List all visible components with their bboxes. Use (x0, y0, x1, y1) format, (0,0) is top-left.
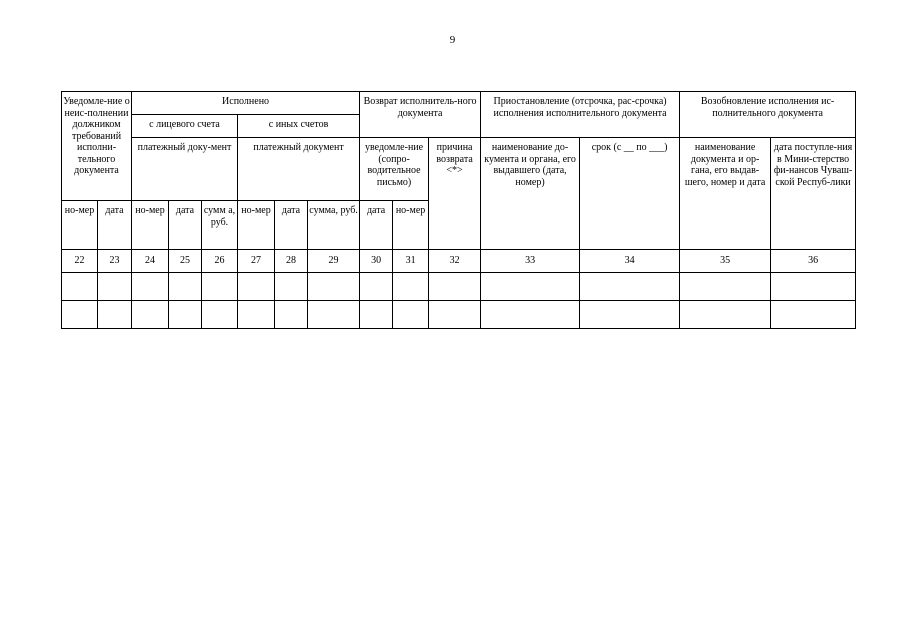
column-number: 34 (580, 250, 680, 273)
blank-cell (202, 301, 238, 329)
subheader-return-date: дата (360, 201, 393, 250)
blank-cell (771, 273, 856, 301)
column-number-row (62, 250, 856, 273)
header-resumption-document: наименование документа и ор-гана, его выдав-шего, номер и дата (680, 138, 771, 250)
blank-cell (62, 301, 98, 329)
subheader-other-number: но-мер (238, 201, 275, 250)
blank-cell (481, 301, 580, 329)
header-resumption: Возобновление исполнения ис-полнительного документа (680, 92, 856, 138)
column-number: 36 (771, 250, 856, 273)
column-number: 28 (275, 250, 308, 273)
subheader-return-number: но-мер (393, 201, 429, 250)
report-form-table (61, 91, 856, 329)
blank-cell (360, 301, 393, 329)
blank-cell (132, 301, 169, 329)
blank-cell (202, 273, 238, 301)
blank-cell (393, 273, 429, 301)
column-number: 29 (308, 250, 360, 273)
blank-cell (393, 301, 429, 329)
blank-cell (771, 301, 856, 329)
blank-data-row (62, 273, 856, 301)
header-suspension-term: срок (с __ по ___) (580, 138, 680, 250)
blank-cell (308, 301, 360, 329)
subheader-other-date: дата (275, 201, 308, 250)
header-suspension: Приостановление (отсрочка, рас-срочка) исполнения исполнительного документа (481, 92, 680, 138)
blank-data-row (62, 301, 856, 329)
column-number: 24 (132, 250, 169, 273)
blank-cell (481, 273, 580, 301)
page-number: 9 (449, 34, 456, 46)
blank-cell (275, 301, 308, 329)
header-return: Возврат исполнитель-ного документа (360, 92, 481, 138)
blank-cell (429, 273, 481, 301)
blank-cell (308, 273, 360, 301)
column-number: 32 (429, 250, 481, 273)
blank-cell (580, 301, 680, 329)
column-number: 27 (238, 250, 275, 273)
subheader-notice-date: дата (98, 201, 132, 250)
subheader-notice-number: но-мер (62, 201, 98, 250)
blank-cell (580, 273, 680, 301)
header-return-notice: уведомле-ние (сопро-водительное письмо) (360, 138, 429, 201)
blank-cell (275, 273, 308, 301)
column-number: 31 (393, 250, 429, 273)
column-number: 22 (62, 250, 98, 273)
blank-cell (98, 273, 132, 301)
blank-cell (238, 273, 275, 301)
header-notice: Уведомле-ние о неис-полнении должником требований исполни-тельного документа (62, 92, 132, 201)
header-executed: Исполнено (132, 92, 360, 115)
blank-cell (429, 301, 481, 329)
subheader-personal-sum: сумм а, руб. (202, 201, 238, 250)
subheader-other-sum: сумма, руб. (308, 201, 360, 250)
column-number: 23 (98, 250, 132, 273)
blank-cell (169, 301, 202, 329)
blank-cell (62, 273, 98, 301)
blank-cell (680, 301, 771, 329)
subheader-personal-number: но-мер (132, 201, 169, 250)
header-return-reason: причина возврата <*> (429, 138, 481, 250)
header-row-3 (62, 138, 856, 201)
column-number: 35 (680, 250, 771, 273)
blank-cell (169, 273, 202, 301)
blank-cell (132, 273, 169, 301)
blank-cell (98, 301, 132, 329)
column-number: 30 (360, 250, 393, 273)
column-number: 25 (169, 250, 202, 273)
column-number: 26 (202, 250, 238, 273)
header-resumption-receipt-date: дата поступле-ния в Мини-стерство фи-нансов Чуваш-ской Респуб-лики (771, 138, 856, 250)
header-payment-document-personal: платежный доку-мент (132, 138, 238, 201)
header-row-1 (62, 92, 856, 115)
header-suspension-document: наименование до-кумента и органа, его выдавшего (дата, номер) (481, 138, 580, 250)
header-payment-document-other: платежный документ (238, 138, 360, 201)
header-from-personal-account: с лицевого счета (132, 115, 238, 138)
column-number: 33 (481, 250, 580, 273)
subheader-personal-date: дата (169, 201, 202, 250)
blank-cell (360, 273, 393, 301)
header-from-other-accounts: с иных счетов (238, 115, 360, 138)
blank-cell (238, 301, 275, 329)
blank-cell (680, 273, 771, 301)
